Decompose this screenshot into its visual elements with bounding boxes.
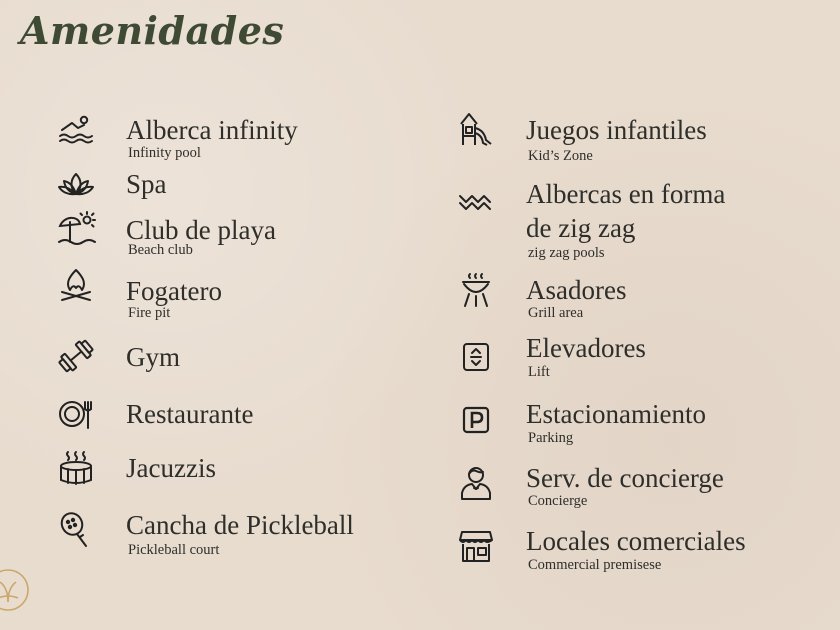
amenity-sub: Pickleball court: [128, 542, 220, 558]
amenity-label: Fogatero: [126, 276, 222, 306]
elevator-icon: [456, 337, 496, 377]
amenity-sub: Kid’s Zone: [528, 148, 593, 164]
amenity-sub: Infinity pool: [128, 145, 201, 161]
page-title: Amenidades: [20, 8, 285, 53]
amenity-sub: zig zag pools: [528, 245, 605, 261]
plate-cutlery-icon: [56, 394, 96, 434]
amenity-label: Asadores: [526, 275, 627, 305]
amenity-sub: Parking: [528, 430, 574, 446]
amenity-label: Gym: [126, 342, 180, 372]
grill-icon: [456, 270, 496, 310]
swimmer-icon: [56, 110, 96, 150]
amenity-label: Cancha de Pickleball: [126, 510, 354, 540]
amenity-label: Club de playa: [126, 215, 276, 245]
amenity-label: Estacionamiento: [526, 399, 706, 429]
amenity-label: Juegos infantiles: [526, 115, 707, 145]
amenity-sub: Grill area: [528, 305, 584, 321]
playground-icon: [456, 110, 496, 150]
amenity-sub: Beach club: [128, 242, 193, 258]
amenity-label: Elevadores: [526, 333, 646, 363]
amenity-sub: Lift: [528, 364, 550, 380]
amenity-label: Restaurante: [126, 399, 254, 429]
amenity-label: Alberca infinity: [126, 115, 298, 145]
amenity-sub: Concierge: [528, 493, 588, 509]
amenity-label: Albercas en forma: [526, 179, 726, 209]
parking-icon: [456, 400, 496, 440]
paddle-icon: [56, 510, 96, 550]
campfire-icon: [56, 266, 96, 306]
amenity-label: Serv. de concierge: [526, 463, 724, 493]
storefront-icon: [456, 526, 496, 566]
lotus-icon: [56, 166, 96, 206]
dumbbell-icon: [56, 336, 96, 376]
beach-umbrella-icon: [56, 210, 96, 250]
amenity-sub: Fire pit: [128, 305, 171, 321]
concierge-icon: [456, 463, 496, 503]
brand-logo-icon: [0, 568, 30, 612]
amenity-label-line2: de zig zag: [526, 213, 636, 243]
zigzag-waves-icon: [456, 182, 496, 222]
amenity-label: Jacuzzis: [126, 453, 216, 483]
amenity-sub: Commercial premisese: [528, 557, 662, 573]
hot-tub-icon: [56, 448, 96, 488]
amenity-label: Locales comerciales: [526, 526, 746, 556]
amenity-label: Spa: [126, 169, 167, 199]
